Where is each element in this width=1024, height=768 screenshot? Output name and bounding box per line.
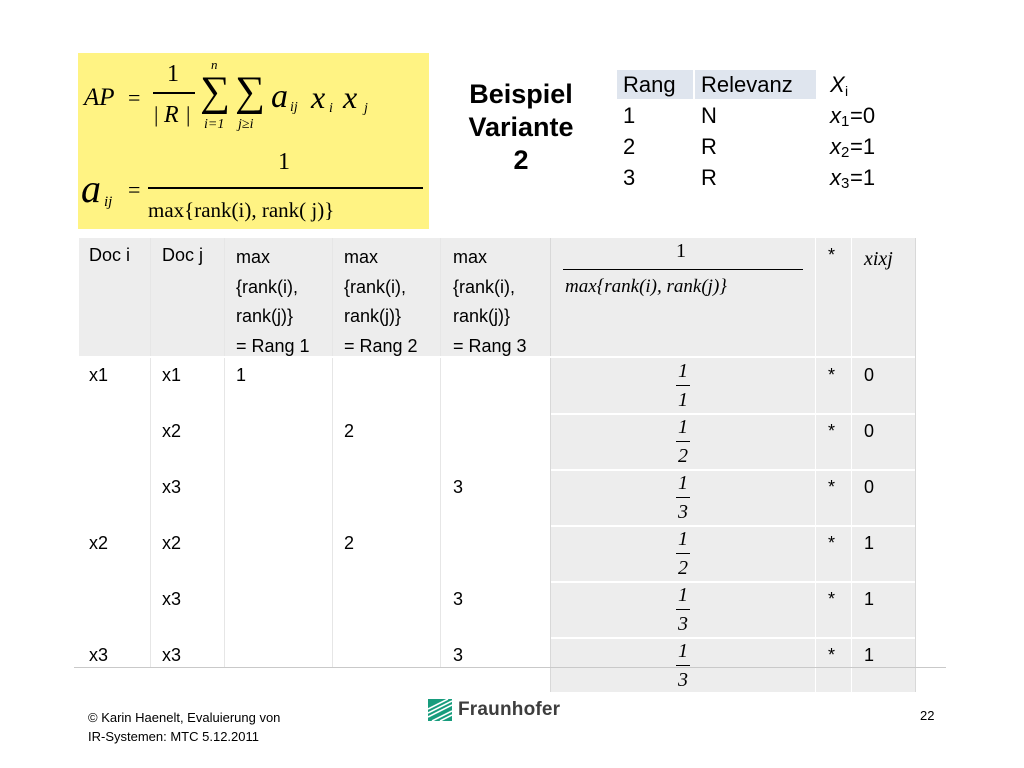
formula-sum1-sigma: ∑ <box>200 69 230 115</box>
cell-doc-i: x1 <box>89 365 109 385</box>
formula-equals-2: = <box>128 177 141 202</box>
cell-rang-2: 2 <box>344 533 355 553</box>
xi-header-sub: i <box>845 83 849 99</box>
cell-xixj: 1 <box>864 589 875 609</box>
fraction-denominator: 3 <box>678 501 688 523</box>
grid-vline <box>224 238 225 668</box>
header-max-line: {rank(i), <box>344 276 407 297</box>
cell-rang-3: 3 <box>453 477 464 497</box>
cell-star: * <box>828 421 836 441</box>
cell-rang-3: 3 <box>453 645 464 665</box>
header-max-rang-3 <box>453 243 527 361</box>
formula-xi-sub: i <box>329 101 333 116</box>
fraction-bar <box>676 553 690 554</box>
formula-a-sub: ij <box>290 100 298 115</box>
fraction-bar <box>676 497 690 498</box>
fraction-bar <box>676 665 690 666</box>
grid-vline <box>440 238 441 668</box>
slide-title <box>446 78 596 177</box>
fraunhofer-logo-text: Fraunhofer <box>458 699 561 720</box>
formula-denominator-r: R <box>164 102 179 128</box>
formula-sum1-lower: i=1 <box>204 117 225 132</box>
header-max-line: max <box>236 247 271 267</box>
formula-sum2-lower: j≥i <box>238 117 254 132</box>
footer-line-2: IR-Systemen: MTC 5.12.2011 <box>88 729 259 744</box>
cell-star: * <box>828 645 836 665</box>
header-doc-i: Doc i <box>89 245 131 265</box>
fraction-denominator: 2 <box>678 445 688 467</box>
x-value-var: x <box>830 134 841 159</box>
header-xixj: xixj <box>864 248 893 270</box>
x-value-var: x <box>830 103 841 128</box>
rank-value: 3 <box>623 165 636 190</box>
grid-hline <box>551 525 915 527</box>
cell-doc-i: x2 <box>89 533 109 553</box>
fraunhofer-logo <box>428 699 560 721</box>
cell-star: * <box>828 533 836 553</box>
cell-doc-j: x3 <box>162 589 182 609</box>
cell-star: * <box>828 365 836 385</box>
rank-table-header-row <box>617 70 897 100</box>
formula-sum1-upper: n <box>211 57 218 72</box>
x-value-sub: 2 <box>841 144 850 161</box>
header-max-line: rank(j)} <box>453 306 511 326</box>
formula-abs-right: | <box>186 102 191 127</box>
grid-hline <box>551 469 915 471</box>
header-doc-j: Doc j <box>162 245 204 265</box>
cell-star: * <box>828 589 836 609</box>
x-value-sub: 1 <box>841 113 850 130</box>
formula-abs-left: | <box>154 102 159 127</box>
fraunhofer-logo-icon <box>428 699 452 721</box>
footer-copyright <box>88 708 280 746</box>
relevance-value: R <box>701 165 717 190</box>
x-value-sub: 3 <box>841 175 850 192</box>
fraction-numerator: 1 <box>678 472 688 494</box>
grid-hline <box>551 637 915 639</box>
fraction-numerator: 1 <box>678 416 688 438</box>
grid-vline <box>150 238 151 668</box>
cell-doc-j: x2 <box>162 421 182 441</box>
header-fraction-numerator: 1 <box>676 240 686 262</box>
rank-value: 2 <box>623 134 636 159</box>
cell-fraction <box>663 361 703 410</box>
cell-fraction <box>663 529 703 578</box>
header-fraction-bar <box>563 269 803 270</box>
cell-xixj: 0 <box>864 421 875 441</box>
header-max-line: {rank(i), <box>453 276 516 297</box>
cell-fraction <box>663 473 703 522</box>
x-value-var: x <box>830 165 841 190</box>
cell-doc-j: x3 <box>162 477 182 497</box>
cell-rang-1: 1 <box>236 365 247 385</box>
fraction-numerator: 1 <box>678 584 688 606</box>
page-number: 22 <box>920 708 935 723</box>
rank-header: Rang <box>623 72 676 97</box>
rank-table-row <box>617 163 897 193</box>
table-bottom-line <box>74 667 946 668</box>
formula-xj-sub: j <box>364 101 368 116</box>
formula-fraction-bar-2 <box>148 187 423 189</box>
cell-rang-3: 3 <box>453 589 464 609</box>
slide-title-line-3: 2 <box>513 145 529 175</box>
header-max-line: max <box>344 247 379 267</box>
header-fraction-denominator: max{rank(i), rank(j)} <box>565 276 727 297</box>
cell-doc-j: x2 <box>162 533 182 553</box>
cell-fraction <box>663 641 703 690</box>
fraction-bar <box>676 609 690 610</box>
cell-doc-j: x1 <box>162 365 182 385</box>
relevance-value: N <box>701 103 717 128</box>
slide-title-line-2: Variante <box>468 112 574 142</box>
cell-xixj: 1 <box>864 645 875 665</box>
rank-table-row <box>617 132 897 162</box>
grid-vline <box>550 238 551 692</box>
formula-ap-label: AP <box>84 84 115 111</box>
header-max-line: = Rang 2 <box>344 335 418 356</box>
fraction-numerator: 1 <box>678 360 688 382</box>
formula-aij-denominator: max{rank(i), rank( j)} <box>148 198 335 222</box>
fraction-numerator: 1 <box>678 640 688 662</box>
x-value: =1 <box>850 134 876 159</box>
fraction-denominator: 3 <box>678 669 688 691</box>
header-max-rang-2 <box>344 243 418 361</box>
grid-vline <box>851 238 852 692</box>
header-max-line: rank(j)} <box>344 306 402 326</box>
footer-line-1: © Karin Haenelt, Evaluierung von <box>88 710 281 725</box>
x-value: =0 <box>850 103 876 128</box>
header-max-line: rank(j)} <box>236 306 294 326</box>
fraction-denominator: 3 <box>678 613 688 635</box>
cell-fraction <box>663 585 703 634</box>
formula-fraction-bar-1 <box>153 92 195 94</box>
grid-vline <box>915 238 916 692</box>
cell-fraction <box>663 417 703 466</box>
header-max-line: max <box>453 247 488 267</box>
fraction-numerator: 1 <box>678 528 688 550</box>
cell-doc-j: x3 <box>162 645 182 665</box>
fraction-bar <box>676 385 690 386</box>
grid-vline <box>815 238 816 692</box>
header-star: * <box>828 245 836 265</box>
formula-numerator: 1 <box>167 61 179 87</box>
formula-xj: x <box>343 79 358 115</box>
x-value: =1 <box>850 165 876 190</box>
grid-hline <box>551 581 915 583</box>
header-max-line: = Rang 3 <box>453 335 527 356</box>
fraction-bar <box>676 441 690 442</box>
formula-equals-1: = <box>128 85 141 110</box>
formula-aij-sub: ij <box>104 194 113 210</box>
formula-a: a <box>271 78 288 115</box>
header-max-line: {rank(i), <box>236 276 299 297</box>
cell-xixj: 0 <box>864 477 875 497</box>
slide-title-line-1: Beispiel <box>469 79 573 109</box>
formula-aij: a <box>81 166 101 211</box>
cell-xixj: 0 <box>864 365 875 385</box>
header-max-rang-1 <box>236 243 310 361</box>
rank-table-row <box>617 101 897 131</box>
fraction-denominator: 2 <box>678 557 688 579</box>
grid-hline <box>551 413 915 415</box>
formula-xi: x <box>311 79 326 115</box>
header-max-line: = Rang 1 <box>236 335 310 356</box>
relevance-value: R <box>701 134 717 159</box>
formula-sum2-sigma: ∑ <box>235 69 265 115</box>
grid-vline <box>332 238 333 668</box>
cell-doc-i: x3 <box>89 645 109 665</box>
cell-rang-2: 2 <box>344 421 355 441</box>
rank-value: 1 <box>623 103 636 128</box>
cell-star: * <box>828 477 836 497</box>
cell-xixj: 1 <box>864 533 875 553</box>
xi-header: X <box>830 72 845 97</box>
formula-aij-numerator: 1 <box>278 149 290 175</box>
fraction-denominator: 1 <box>678 389 688 411</box>
relevance-header: Relevanz <box>701 72 793 97</box>
